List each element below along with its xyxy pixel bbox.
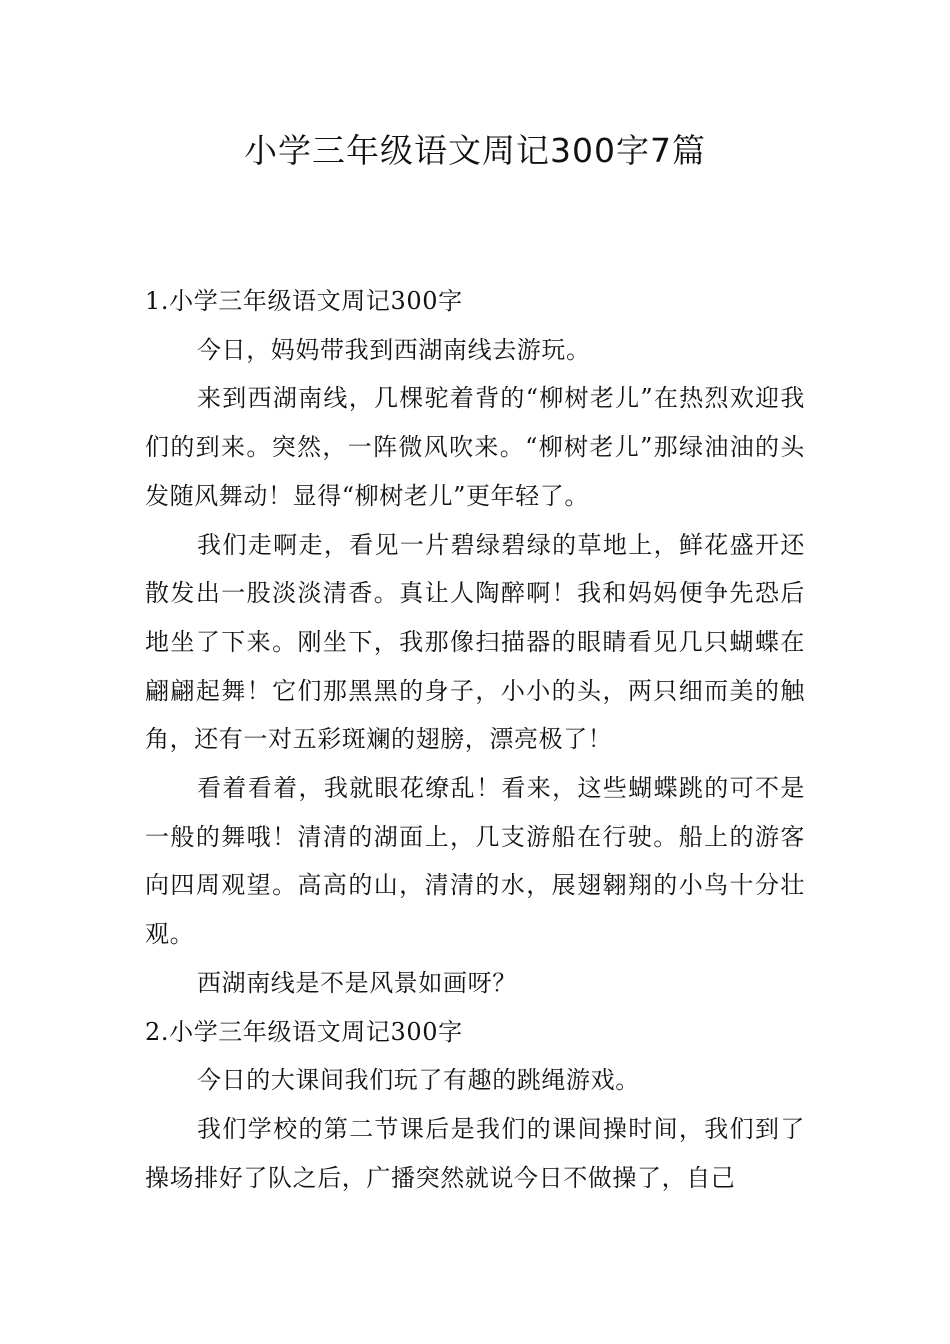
paragraph: 西湖南线是不是风景如画呀？ <box>197 968 517 997</box>
paragraph: 今日的大课间我们玩了有趣的跳绳游戏。 <box>197 1066 640 1095</box>
paragraph: 我们学校的第二节课后是我们的课间操时间，我们到了操场排好了队之后，广播突然就说今日不做操了，自己 <box>145 1114 805 1192</box>
paragraph: 看着看着，我就眼花缭乱！看来，这些蝴蝶跳的可不是一般的舞哦！清清的湖面上，几支游船在行驶。船上的游客向四周观望。高高的山，清清的水，展翅翱翔的小鸟十分壮观。 <box>145 774 805 949</box>
document-body <box>145 277 805 1202</box>
section-heading: 1.小学三年级语文周记300字 <box>145 287 463 315</box>
section-heading: 2.小学三年级语文周记300字 <box>145 1017 463 1046</box>
paragraph: 我们走啊走，看见一片碧绿碧绿的草地上，鲜花盛开还散发出一股淡淡清香。真让人陶醉啊！我和妈妈便争先恐后地坐了下来。刚坐下，我那像扫描器的眼睛看见几只蝴蝶在翩翩起舞！它们那黑黑的身子，小小的头，两只细而美的触角，还有一对五彩斑斓的翅膀，漂亮极了！ <box>145 530 805 754</box>
paragraph: 来到西湖南线，几棵驼着背的“柳树老儿”在热烈欢迎我们的到来。突然，一阵微风吹来。“柳树老儿”那绿油油的头发随风舞动！显得“柳树老儿”更年轻了。 <box>145 384 805 510</box>
document-title: 小学三年级语文周记300字7篇 <box>244 131 706 170</box>
paragraph: 今日，妈妈带我到西湖南线去游玩。 <box>197 335 591 364</box>
